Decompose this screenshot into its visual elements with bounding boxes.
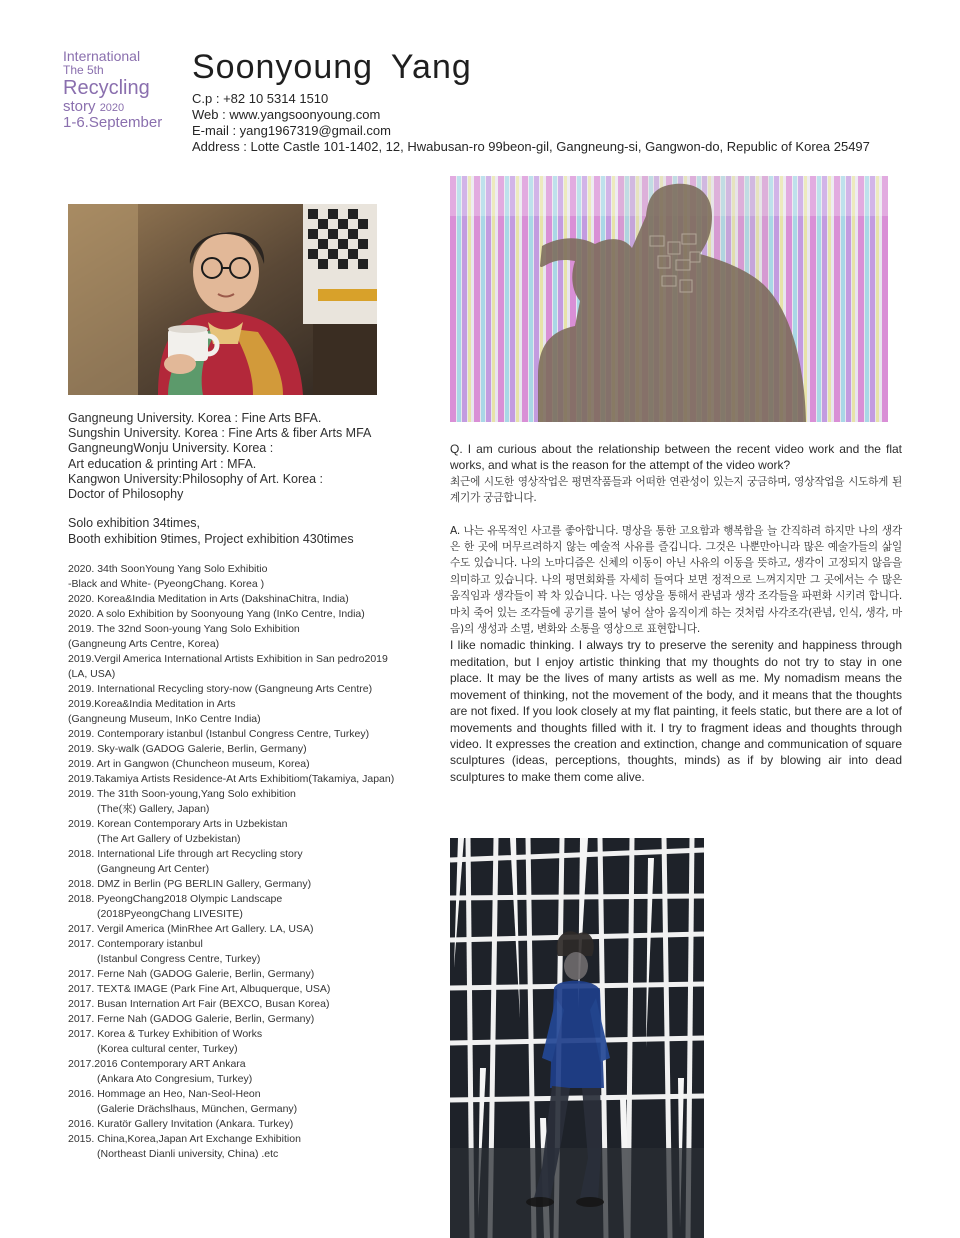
exhibition-item: 2019. Contemporary istanbul (Istanbul Congress Centre, Turkey) bbox=[68, 728, 370, 740]
answer-korean: A. 나는 유목적인 사고를 좋아합니다. 명상을 통한 고요함과 행복함을 늘 간직하려 하지만 나의 생각은 한 곳에 머무르려하지 않는 예술적 사유를 즐깁니다. 그것은 나뿐만아니라 많은 예술가들의 삶일 수도 있습니다. 나의 노마디즘은 신체의 이동이 아닌 사유의 이동을 뜻하고, 생각이 고정되지 않음을 의미하고 있습니다. 나의 평면회화를 자세히 들여다 보면 정적으로 느껴지지만 그 곳에서는 수 많은 움직임과 생각들이 꽉 차 있습니다. 나는 영상을 통해서 관념과 생각 조각들을 파편화 시키려 합니다. 마치 죽어 있는 조각들에 공기를 불어 넣어 살아 움직이게 하는 것처럼 사각조각(관념, 인식, 생각, 마음)의 생성과 소멸, 변화와 소통을 영상으로 표현합니다. bbox=[450, 524, 902, 636]
exhibition-item: 2019. The 32nd Soon-young Yang Solo Exhibition bbox=[68, 623, 300, 635]
exhibition-item: -Black and White- (PyeongChang. Korea ) bbox=[68, 578, 265, 590]
exhibition-item: 2016. Hommage an Heo, Nan-Seol-Heon bbox=[68, 1088, 261, 1100]
exhibition-history-list bbox=[68, 562, 438, 1162]
exhibition-item: 2018. DMZ in Berlin (PG BERLIN Gallery, Germany) bbox=[68, 878, 312, 890]
exhibition-item: (Galerie Drächslhaus, München, Germany) bbox=[97, 1103, 298, 1115]
exhibition-stats bbox=[68, 516, 418, 547]
exhibition-item: (Korea cultural center, Turkey) bbox=[97, 1043, 238, 1055]
artist-portrait-photo bbox=[68, 204, 377, 395]
logo-story-word: story bbox=[63, 98, 96, 116]
exhibition-item: (The(來) Gallery, Japan) bbox=[97, 803, 210, 815]
exhibition-item: 2018. PyeongChang2018 Olympic Landscape bbox=[68, 893, 283, 905]
exhibition-item: 2017. Vergil America (MinRhee Art Gallery. LA, USA) bbox=[68, 923, 314, 935]
exhibition-item: 2020. 34th SoonYoung Yang Solo Exhibitio bbox=[68, 563, 268, 575]
exhibition-item: (Gangneung Arts Centre, Korea) bbox=[68, 638, 220, 650]
education-line: Kangwon University:Philosophy of Art. Korea : bbox=[68, 471, 323, 486]
question-english: Q. I am curious about the relationship between the recent video work and the flat works, and what is the reason for the attempt of the video work? bbox=[450, 442, 902, 473]
stats-line: Solo exhibition 34times, bbox=[68, 516, 201, 530]
figure-graphic bbox=[450, 838, 704, 1238]
contact-address: Address : Lotte Castle 101-1402, 12, Hwabusan-ro 99beon-gil, Gangneung-si, Gangwon-do, Republic of Korea 25497 bbox=[192, 139, 870, 154]
exhibition-item: (Northeast Dianli university, China) .etc bbox=[97, 1148, 279, 1160]
exhibition-item: 2017. TEXT& IMAGE (Park Fine Art, Albuquerque, USA) bbox=[68, 983, 331, 995]
logo-year: 2020 bbox=[99, 102, 125, 115]
exhibition-item: 2019.Takamiya Artists Residence-At Arts Exhibitiom(Takamiya, Japan) bbox=[68, 773, 395, 785]
exhibition-item: 2017. Korea & Turkey Exhibition of Works bbox=[68, 1028, 263, 1040]
exhibition-item: 2019.Vergil America International Artists Exhibition in San pedro2019 bbox=[68, 653, 388, 665]
logo-line-recycling: Recycling bbox=[63, 77, 150, 100]
logo-line-story bbox=[63, 99, 162, 115]
stats-line: Booth exhibition 9times, Project exhibition 430times bbox=[68, 531, 354, 546]
exhibition-item: (Gangneung Art Center) bbox=[97, 863, 210, 875]
exhibition-item: 2017.2016 Contemporary ART Ankara bbox=[68, 1058, 246, 1070]
artist-portrait-graphic bbox=[68, 204, 377, 395]
education-line: GangneungWonju University. Korea : bbox=[68, 441, 274, 456]
exhibition-item: 2015. China,Korea,Japan Art Exchange Exhibition bbox=[68, 1133, 301, 1145]
education-line: Sungshin University. Korea : Fine Arts & fiber Arts MFA bbox=[68, 426, 372, 441]
event-logo bbox=[63, 49, 162, 131]
exhibition-item: (Istanbul Congress Centre, Turkey) bbox=[97, 953, 261, 965]
exhibition-item: 2019. Korean Contemporary Arts in Uzbekistan bbox=[68, 818, 288, 830]
exhibition-item: 2020. Korea&India Meditation in Arts (DakshinaChitra, India) bbox=[68, 593, 349, 605]
exhibition-item: (2018PyeongChang LIVESITE) bbox=[97, 908, 243, 920]
contact-email: E-mail : yang1967319@gmail.com bbox=[192, 123, 391, 138]
video-work-photo-figure bbox=[450, 838, 704, 1238]
exhibition-item: 2019. The 31th Soon-young,Yang Solo exhibition bbox=[68, 788, 296, 800]
logo-line-international: International bbox=[63, 48, 141, 64]
question-korean: 최근에 시도한 영상작업은 평면작품들과 어떠한 연관성이 있는지 궁금하며, 영상작업을 시도하게 된 계기가 궁금합니다. bbox=[450, 475, 902, 505]
exhibition-item: 2019. Sky-walk (GADOG Galerie, Berlin, Germany) bbox=[68, 743, 307, 755]
artist-name: Soonyoung Yang bbox=[192, 48, 472, 86]
contact-web: Web : www.yangsoonyoung.com bbox=[192, 107, 381, 122]
exhibition-item: (Ankara Ato Congresium, Turkey) bbox=[97, 1073, 253, 1085]
education-list bbox=[68, 411, 408, 502]
projection-graphic bbox=[450, 176, 888, 422]
exhibition-item: 2017. Busan Internation Art Fair (BEXCO, Busan Korea) bbox=[68, 998, 330, 1010]
exhibition-item: 2019. International Recycling story-now (Gangneung Arts Centre) bbox=[68, 683, 373, 695]
exhibition-item: 2017. Ferne Nah (GADOG Galerie, Berlin, Germany) bbox=[68, 968, 315, 980]
exhibition-item: 2018. International Life through art Recycling story bbox=[68, 848, 303, 860]
exhibition-item: 2017. Ferne Nah (GADOG Galerie, Berlin, Germany) bbox=[68, 1013, 315, 1025]
contact-phone: C.p : +82 10 5314 1510 bbox=[192, 91, 329, 106]
exhibition-item: 2016. Kuratör Gallery Invitation (Ankara. Turkey) bbox=[68, 1118, 294, 1130]
exhibition-item: 2020. A solo Exhibition by Soonyoung Yang (InKo Centre, India) bbox=[68, 608, 365, 620]
qa-spacer bbox=[450, 507, 902, 523]
education-line: Gangneung University. Korea : Fine Arts BFA. bbox=[68, 411, 322, 425]
logo-line-edition: The 5th bbox=[63, 62, 104, 77]
exhibition-item: (Gangneung Museum, InKo Centre India) bbox=[68, 713, 261, 725]
contact-block bbox=[192, 91, 870, 155]
logo-line-dates: 1-6.September bbox=[63, 114, 163, 132]
exhibition-item: 2017. Contemporary istanbul bbox=[68, 938, 203, 950]
exhibition-item: 2019. Art in Gangwon (Chuncheon museum, Korea) bbox=[68, 758, 310, 770]
interview-qa bbox=[450, 441, 902, 785]
exhibition-item: 2019.Korea&India Meditation in Arts bbox=[68, 698, 236, 710]
video-work-photo-projection bbox=[450, 176, 888, 422]
education-line: Art education & printing Art : MFA. bbox=[68, 456, 257, 471]
exhibition-item: (The Art Gallery of Uzbekistan) bbox=[97, 833, 241, 845]
education-line: Doctor of Philosophy bbox=[68, 487, 184, 502]
answer-english: I like nomadic thinking. I always try to preserve the serenity and happiness through meditation, but I enjoy artistic thinking that my thoughts do not try to stay in one place. It may be the lives of many artists as well as me. My nomadism means the movement of thinking, not the movement of the body, and it means that the thoughts are not fixed. If you look closely at my flat painting, it feels static, but there are a lot of movements and thoughts filled with it. I try to fragment ideas and thoughts through video. It expresses the creation and extinction, change and communication of square sculptures (ideas, perceptions, thoughts, minds) as if by blowing air into dead sculptures to make them come alive. bbox=[450, 638, 902, 784]
exhibition-item: (LA, USA) bbox=[68, 668, 116, 680]
